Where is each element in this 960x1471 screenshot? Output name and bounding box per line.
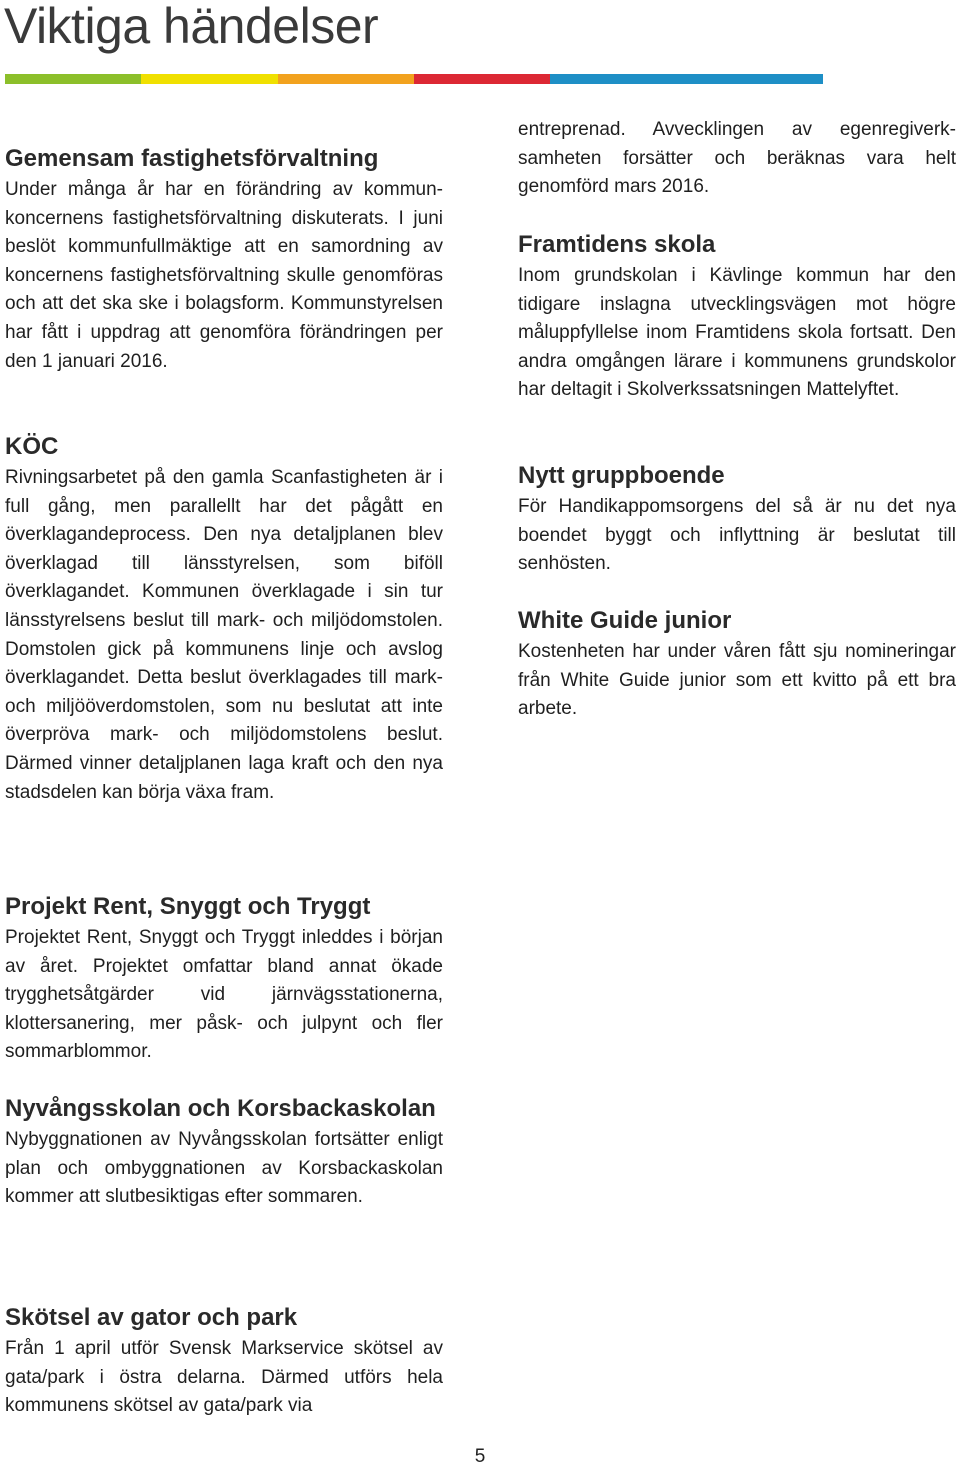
section-body: Projektet Rent, Snyggt och Tryggt inleddes i början av året. Projektet omfattar bland annat ökade trygghetsåtgärder vid järnvägsstationerna, klottersanering, mer påsk- och julpynt och fler sommarblommor. — [5, 927, 443, 1063]
color-stripe-blue-2 — [687, 74, 823, 84]
section-body: Inom grundskolan i Kävlinge kommun har den tidigare inslagna utvecklingsvägen mot högre måluppfyllelse inom Framtidens skola fortsatt. Den andra omgången lärare i kommunens grundskolor har deltagit i Skolverkssatsningen Mattelyftet. — [518, 265, 956, 401]
section-heading: Nytt gruppboende — [518, 462, 725, 489]
color-stripe-orange — [278, 74, 414, 84]
page-title: Viktiga händelser — [4, 0, 379, 54]
section-heading: Framtidens skola — [518, 231, 716, 258]
section-body: För Handikappomsorgens del så är nu det nya boendet byggt och inflyttning är beslutat till senhösten. — [518, 496, 956, 575]
section-nyvangsskolan — [5, 1092, 443, 1212]
section-heading: Gemensam fastighetsförvaltning — [5, 145, 379, 172]
section-white-guide-junior — [518, 604, 956, 724]
section-nytt-gruppboende — [518, 459, 956, 579]
section-rent-snyggt-tryggt — [5, 890, 443, 1067]
page-number: 5 — [474, 1446, 486, 1467]
section-skotsel-gator-park — [5, 1301, 443, 1421]
color-stripe-divider — [5, 74, 823, 84]
color-stripe-yellow — [141, 74, 277, 84]
section-fastighetsforvaltning — [5, 142, 443, 376]
section-continuation — [518, 116, 956, 202]
section-body: Från 1 april utför Svensk Markservice skötsel av gata/park i östra delarna. Därmed utförs hela kommunens skötsel av gata/park via — [5, 1338, 443, 1417]
section-heading: Skötsel av gator och park — [5, 1304, 298, 1331]
section-heading: Projekt Rent, Snyggt och Tryggt — [5, 893, 371, 920]
color-stripe-red — [414, 74, 550, 84]
color-stripe-green — [5, 74, 141, 84]
section-body: Nybyggnationen av Nyvångsskolan fortsätter enligt plan och ombyggnationen av Korsbackaskolan kommer att slutbesiktigas efter sommaren. — [5, 1129, 443, 1208]
section-body: Rivningsarbetet på den gamla Scanfastigheten är i full gång, men parallellt har det pågått en överklagandeprocess. Den nya detaljplanen blev överklagad till länsstyrelsen, som biföll överklagandet. Kommunen överklagade i sin tur länsstyrelsens beslut till mark- och miljödomstolen. Domstolen gick på kommunens linje och avslog överklagandet. Detta beslut överklagades till mark- och miljööverdomstolen, som nu beslutat att inte överpröva mark- och miljödomstolens beslut. Därmed vinner detaljplanen laga kraft och den nya stadsdelen kan börja växa fram. — [5, 467, 443, 803]
color-stripe-blue — [550, 74, 686, 84]
section-heading: Nyvångsskolan och Korsbackaskolan — [5, 1095, 436, 1122]
section-body: Under många år har en förändring av kommunkoncernens fastighetsförvaltning diskuterats. I juni beslöt kommunfullmäktige att en samordning av koncernens fastighetsförvaltning skulle genomföras och att det ska ske i bolagsform. Kommunstyrelsen har fått i uppdrag att genomföra förändringen per den 1 januari 2016. — [5, 179, 443, 372]
section-koc — [5, 430, 443, 807]
section-body: Kostenheten har under våren fått sju nomineringar från White Guide junior som ett kvitto på ett bra arbete. — [518, 641, 956, 720]
section-body: entreprenad. Avvecklingen av egenregiverksamheten forsätter och beräknas vara helt genomförd mars 2016. — [518, 119, 956, 198]
section-heading: KÖC — [5, 433, 59, 460]
section-heading: White Guide junior — [518, 607, 732, 634]
section-framtidens-skola — [518, 228, 956, 405]
